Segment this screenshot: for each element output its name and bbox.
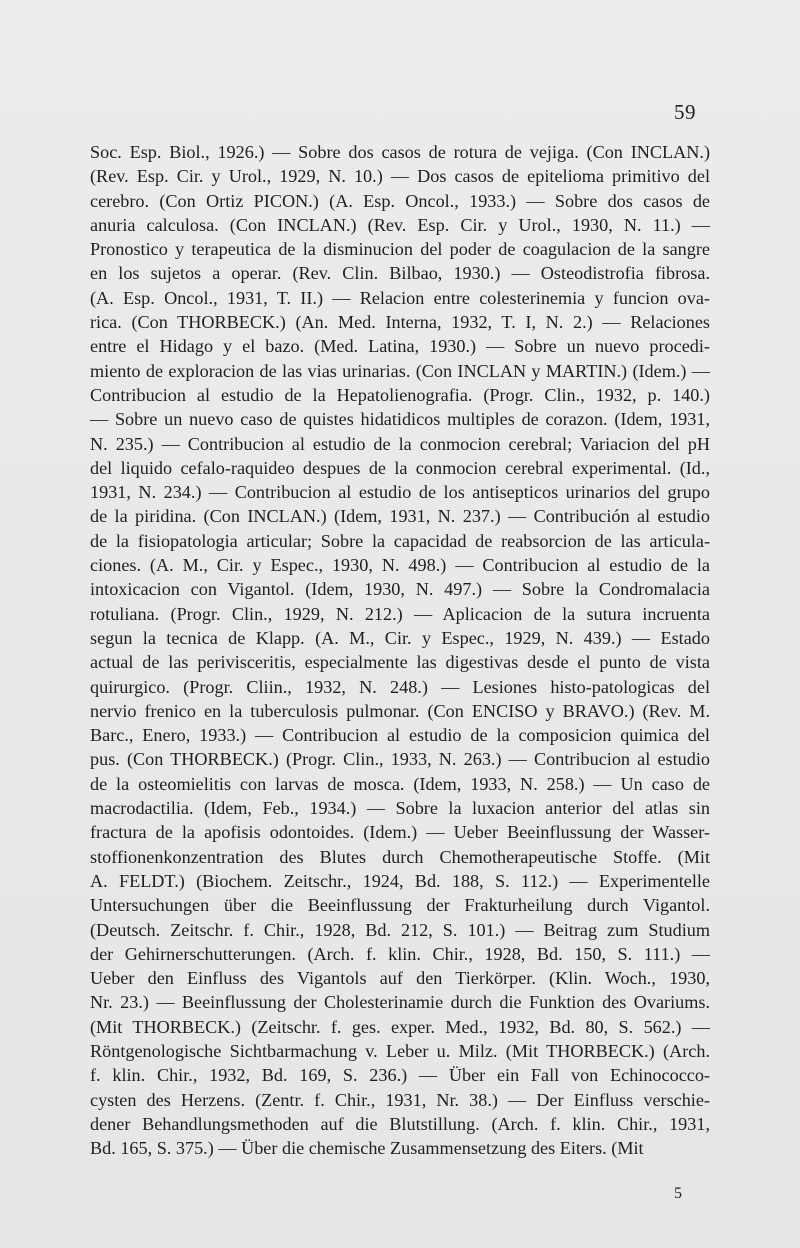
text-line: f. klin. Chir., 1932, Bd. 169, S. 236.) — Über ein Fall von Echinococco- [90, 1065, 710, 1086]
text-line: (A. Esp. Oncol., 1931, T. II.) — Relacion entre colesterinemia y funcion ova- [90, 287, 710, 308]
text-line: de la piridina. (Con INCLAN.) (Idem, 1931, N. 237.) — Contribución al estudio [90, 506, 710, 527]
text-line: N. 235.) — Contribucion al estudio de la conmocion cerebral; Variacion del pH [90, 433, 710, 454]
text-line: stoffionenkonzentration des Blutes durch Chemotherapeutische Stoffe. (Mit [90, 846, 710, 867]
text-line: Soc. Esp. Biol., 1926.) — Sobre dos casos de rotura de vejiga. (Con INCLAN.) [90, 142, 710, 162]
text-line: — Sobre un nuevo caso de quistes hidatidicos multiples de corazon. (Idem, 1931, [90, 409, 710, 430]
text-line: Pronostico y terapeutica de la disminucion del poder de coagulacion de la sangre [90, 239, 710, 260]
text-line: Nr. 23.) — Beeinflussung der Cholesterinamie durch die Funktion des Ovariums. [90, 992, 710, 1013]
text-line: quirurgico. (Progr. Cliin., 1932, N. 248.) — Lesiones histo-patologicas del [90, 676, 710, 697]
text-line: der Gehirnerschutterungen. (Arch. f. klin. Chir., 1928, Bd. 150, S. 111.) — [90, 943, 710, 964]
text-line: Contribucion al estudio de la Hepatolienografia. (Progr. Clin., 1932, p. 140.) [90, 384, 710, 405]
text-line: actual de las perivisceritis, especialmente las digestivas desde el punto de vista [90, 652, 710, 673]
text-line: ciones. (A. M., Cir. y Espec., 1930, N. 498.) — Contribucion al estudio de la [90, 555, 710, 576]
text-line: (Deutsch. Zeitschr. f. Chir., 1928, Bd. 212, S. 101.) — Beitrag zum Studium [90, 919, 710, 940]
text-line: Röntgenologische Sichtbarmachung v. Leber u. Milz. (Mit THORBECK.) (Arch. [90, 1040, 710, 1061]
bibliography-text [90, 140, 710, 1160]
signature-mark: 5 [674, 1185, 682, 1202]
text-line: del liquido cefalo-raquideo despues de la conmocion cerebral experimental. (Id., [90, 457, 710, 478]
text-line: (Mit THORBECK.) (Zeitschr. f. ges. exper. Med., 1932, Bd. 80, S. 562.) — [90, 1016, 710, 1037]
text-line: Untersuchungen über die Beeinflussung der Frakturheilung durch Vigantol. [90, 895, 710, 916]
text-line: en los sujetos a operar. (Rev. Clin. Bilbao, 1930.) — Osteodistrofia fibrosa. [90, 263, 710, 284]
text-line: (Rev. Esp. Cir. y Urol., 1929, N. 10.) — Dos casos de epitelioma primitivo del [90, 166, 710, 187]
text-line: segun la tecnica de Klapp. (A. M., Cir. y Espec., 1929, N. 439.) — Estado [90, 627, 710, 648]
text-line: intoxicacion con Vigantol. (Idem, 1930, N. 497.) — Sobre la Condromalacia [90, 579, 710, 600]
text-line: anuria calculosa. (Con INCLAN.) (Rev. Esp. Cir. y Urol., 1930, N. 11.) — [90, 214, 710, 235]
text-line: cysten des Herzens. (Zentr. f. Chir., 1931, Nr. 38.) — Der Einfluss verschie- [90, 1089, 710, 1110]
text-line: de la osteomielitis con larvas de mosca. (Idem, 1933, N. 258.) — Un caso de [90, 773, 710, 794]
page-number: 59 [674, 100, 696, 124]
text-line: 1931, N. 234.) — Contribucion al estudio de los antisepticos urinarios del grupo [90, 482, 710, 503]
text-line: A. FELDT.) (Biochem. Zeitschr., 1924, Bd. 188, S. 112.) — Experimentelle [90, 870, 710, 891]
text-line: miento de exploracion de las vias urinarias. (Con INCLAN y MARTIN.) (Idem.) — [90, 360, 710, 381]
text-line: rica. (Con THORBECK.) (An. Med. Interna, 1932, T. I, N. 2.) — Relaciones [90, 312, 710, 333]
text-line: cerebro. (Con Ortiz PICON.) (A. Esp. Oncol., 1933.) — Sobre dos casos de [90, 190, 710, 211]
text-line: pus. (Con THORBECK.) (Progr. Clin., 1933, N. 263.) — Contribucion al estudio [90, 749, 710, 770]
text-line: fractura de la apofisis odontoides. (Idem.) — Ueber Beeinflussung der Wasser- [90, 822, 710, 843]
text-line: nervio frenico en la tuberculosis pulmonar. (Con ENCISO y BRAVO.) (Rev. M. [90, 700, 710, 721]
text-line: de la fisiopatologia articular; Sobre la capacidad de reabsorcion de las articula- [90, 530, 710, 551]
text-line: rotuliana. (Progr. Clin., 1929, N. 212.) — Aplicacion de la sutura incruenta [90, 603, 710, 624]
text-line: macrodactilia. (Idem, Feb., 1934.) — Sobre la luxacion anterior del atlas sin [90, 798, 710, 819]
text-line: Barc., Enero, 1933.) — Contribucion al estudio de la composicion quimica del [90, 725, 710, 746]
text-line: Ueber den Einfluss des Vigantols auf den Tierkörper. (Klin. Woch., 1930, [90, 968, 710, 989]
text-line: Bd. 165, S. 375.) — Über die chemische Zusammensetzung des Eiters. (Mit [90, 1138, 644, 1159]
text-line: dener Behandlungsmethoden auf die Blutstillung. (Arch. f. klin. Chir., 1931, [90, 1113, 710, 1134]
text-line: entre el Hidago y el bazo. (Med. Latina, 1930.) — Sobre un nuevo procedi- [90, 336, 710, 357]
